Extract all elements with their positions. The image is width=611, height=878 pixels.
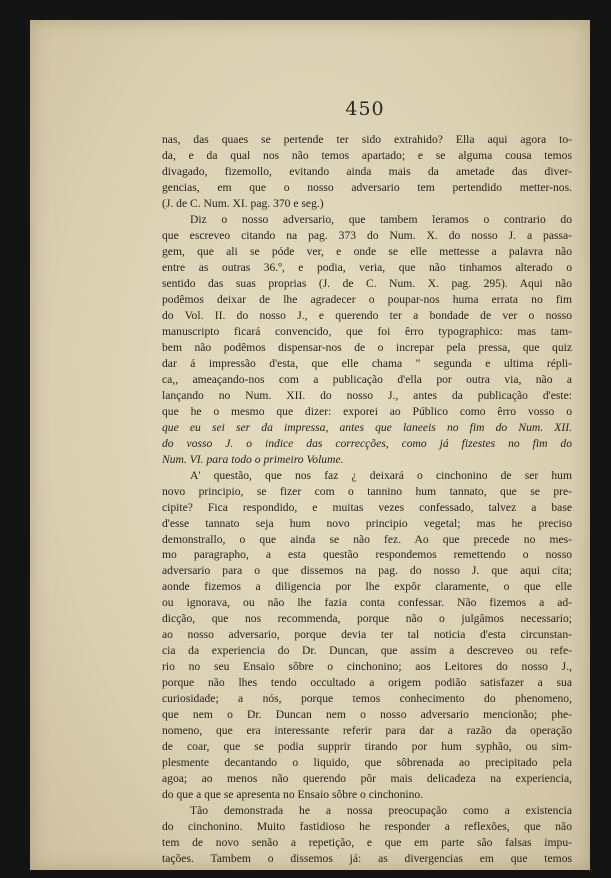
text-line: A' questão, que nos faz ¿ deixará o cinchonino de ser hum — [190, 468, 572, 482]
text-line: dicção, que nos recommenda, porque não o julgâmos necessario; — [162, 612, 572, 626]
text-line: (J. de C. Num. XI. pag. 370 e seg.) — [162, 196, 324, 210]
text-line: adversario para o que dissemos na pag. do nosso J. que aqui cita; — [162, 564, 572, 578]
text-line: porque não lhes tendo occultado a origem podião satisfazer a sua — [162, 676, 572, 690]
text-line: Tão demonstrada he a nossa preocupação como a existencia — [190, 804, 572, 818]
text-line: aonde fizemos a diligencia por lhe expôr claramente, o que elle — [162, 580, 572, 594]
text-line: gem, que ali se póde ver, e onde se elle mettesse a palavra não — [162, 244, 572, 258]
text-line: podêmos deixar de lhe agradecer o poupar-nos huma errata no fim — [162, 292, 572, 306]
text-line: Diz o nosso adversario, que tambem leramos o contrario do — [190, 212, 572, 226]
text-line: mo paragrapho, a esta questão respondemos remettendo o nosso — [162, 548, 572, 562]
text-line: novo principio, se fizer com o tannino hum tannato, que se pre- — [162, 484, 572, 498]
text-line: dar á impressão d'esta, que elle chama " segunda e ultima répli- — [162, 356, 572, 370]
text-line: do Vol. II. do nosso J., e querendo ter a bondade de ver o nosso — [162, 308, 572, 322]
text-line: agoa; ao menos não querendo pôr mais delicadeza na experiencia, — [162, 772, 572, 786]
text-line: que he o mesmo que dizer: exporei ao Público como êrro vosso o — [162, 404, 572, 418]
text-line: tações. Tambem o dissemos já: as divergencias em que temos — [162, 852, 572, 866]
text-line: tem de novo senão a repetição, e que em parte são falsas impu- — [162, 836, 572, 850]
text-line: ou ignorava, ou não lhe fazia conta confessar. Não fizemos a ad- — [162, 596, 572, 610]
text-line: manuscripto ficará convencido, que foi êrro typographico: mas tam- — [162, 324, 572, 338]
text-line: do que a que se apresenta no Ensaio sôbre o cinchonino. — [162, 788, 424, 802]
text-line: do cinchonino. Muito fastidioso he responder a reflexões, que não — [162, 820, 572, 834]
text-line: d'esse tannato seja hum novo principio vegetal; mas he preciso — [162, 516, 572, 530]
text-line: plesmente decantando o liquido, que sôbrenada ao precipitado pela — [162, 756, 572, 770]
text-line: Num. VI. para todo o primeiro Volume. — [162, 452, 344, 466]
text-line: da, e da qual nos não temos apartado; e se alguma cousa temos — [162, 148, 572, 162]
text-line: que escreveo citando na pag. 373 do Num. X. do nosso J. a passa- — [162, 228, 572, 242]
text-line: rio no seu Ensaio sôbre o cinchonino; aos Leitores do nosso J., — [162, 660, 572, 674]
text-line: demonstrallo, o que ainda se não fez. Ao que precede no mes- — [162, 532, 572, 546]
text-line: do vosso J. o indice das correcções, como já fizestes no fim do — [162, 436, 572, 450]
text-line: que nem o Dr. Duncan nem o nosso adversario mencionão; phe- — [162, 708, 572, 722]
text-line: nas, das quaes se pertende ter sido extrahido? Ella aqui agora to- — [162, 133, 572, 146]
text-line: cia da experiencia do Dr. Duncan, que assim a descreveo ou refe- — [162, 644, 572, 658]
text-line: entre as outras 36.º, e podia, veria, que não tinhamos alterado o — [162, 260, 572, 274]
text-line: cipite? Fica respondido, e muitas vezes confessado, talvez a base — [162, 500, 572, 514]
text-line: ca,, ameaçando-nos com a publicação d'ella por outra via, não a — [162, 372, 572, 386]
text-line: ao nosso adversario, porque devia ter tal noticia d'esta circunstan- — [162, 628, 572, 642]
text-line: curiosidade; a nós, porque temos conhecimento do phenomeno, — [162, 692, 572, 706]
text-line: bem não podêmos dispensar-nos de o increpar pela pressa, que quiz — [162, 340, 572, 354]
text-line: sentido das suas proprias (J. de C. Num. X. pag. 295). Aqui não — [162, 276, 572, 290]
text-line: divagado, fizemollo, evitando ainda mais da ametade das diver- — [162, 164, 572, 178]
text-line: de coar, que se podia supprir tirando por hum syphão, ou sim- — [162, 740, 572, 754]
text-line: que eu sei ser da impressa, antes que laneeis no fim do Num. XII. — [162, 420, 572, 434]
text-line: gencias, em que o nosso adversario tem pertendido metter-nos. — [162, 180, 572, 194]
text-line: lançando no Num. XII. do nosso J., antes da publicação d'este: — [162, 388, 572, 402]
book-page — [30, 20, 590, 870]
page-number: 450 — [345, 98, 385, 120]
text-line: nomeno, que era interessante referir para dar a razão da operação — [162, 724, 572, 738]
